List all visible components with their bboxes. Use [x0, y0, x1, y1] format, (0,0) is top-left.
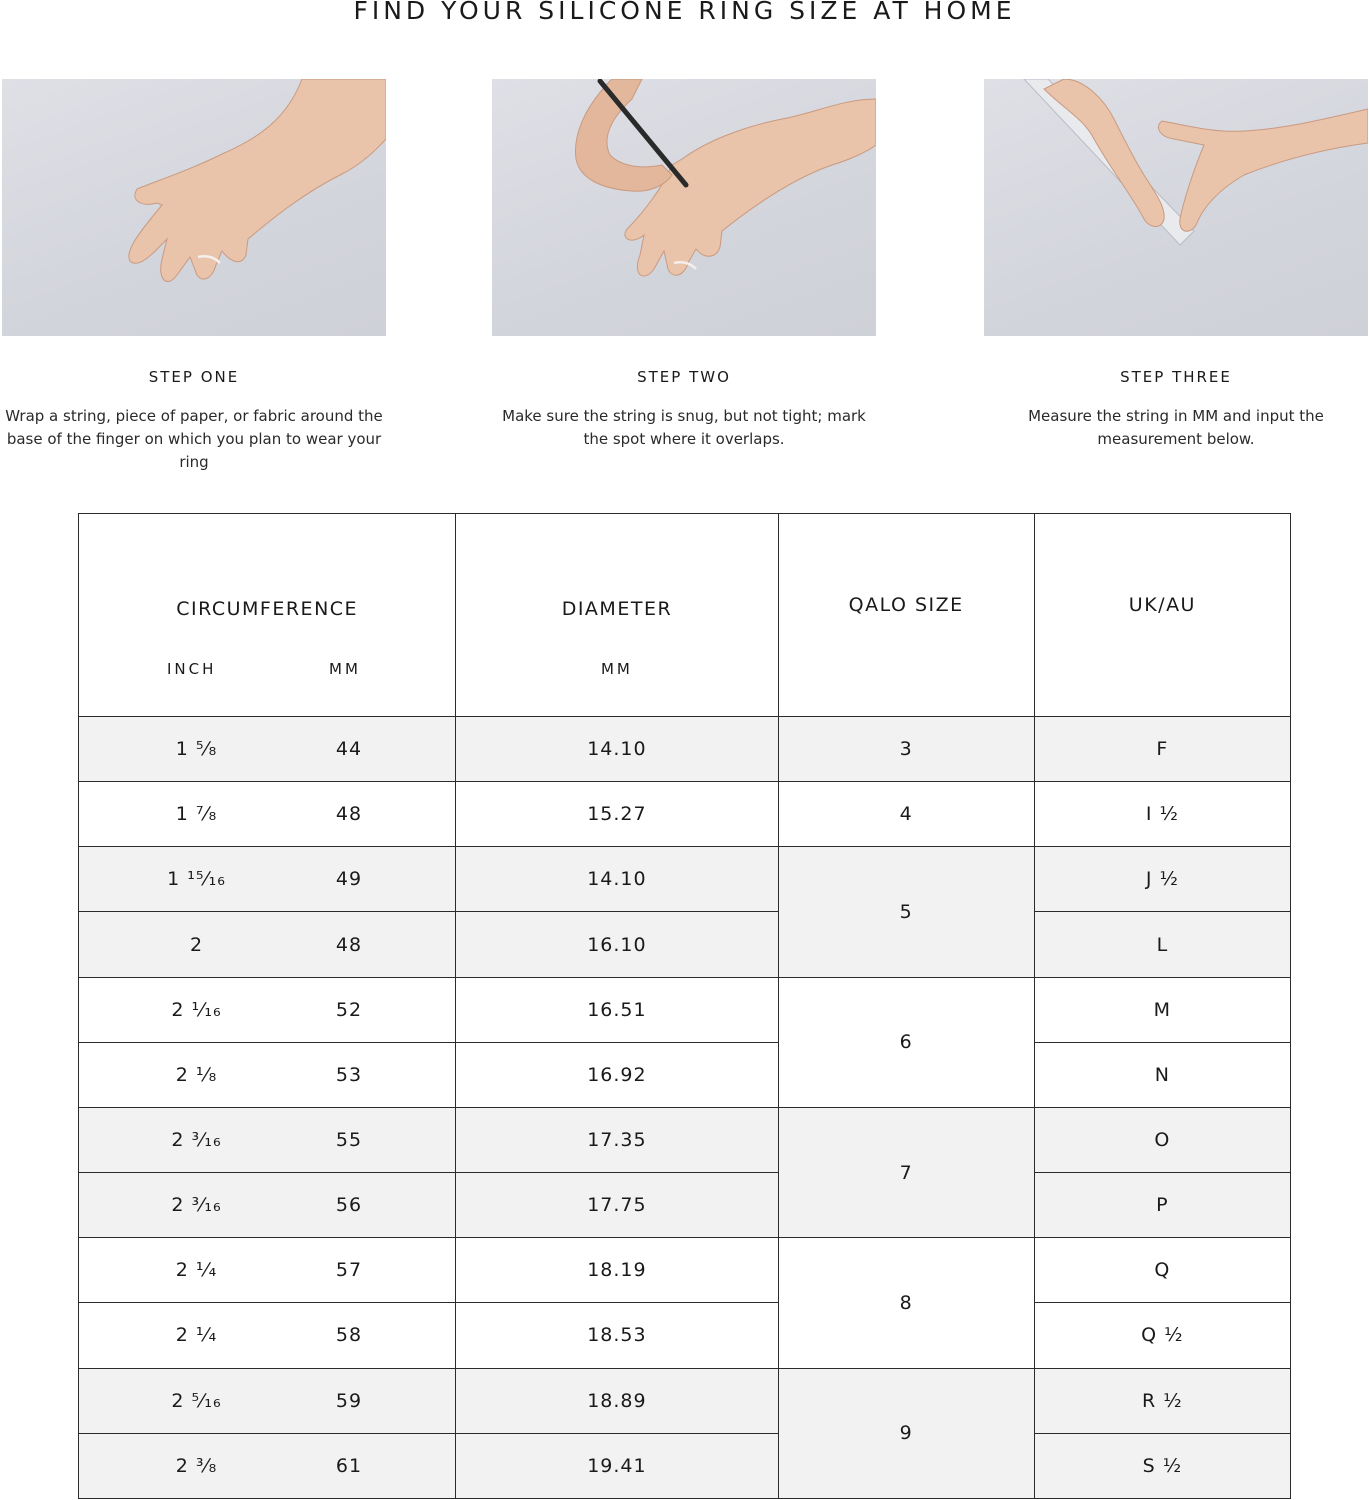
table-row — [79, 912, 1291, 977]
table-row — [79, 1368, 1291, 1433]
mm-value: 44 — [335, 738, 363, 761]
qalo-size-cell: 7 — [778, 1107, 1034, 1237]
circumference-cell — [79, 1238, 456, 1303]
uk-au-cell: O — [1034, 1107, 1290, 1172]
qalo-size-cell: 8 — [778, 1238, 1034, 1368]
mm-value: 59 — [335, 1389, 363, 1412]
uk-au-cell: F — [1034, 717, 1290, 782]
circumference-cell — [79, 1173, 456, 1238]
ring-size-table — [78, 513, 1291, 1499]
uk-au-cell: I ½ — [1034, 782, 1290, 847]
uk-au-cell: Q ½ — [1034, 1303, 1290, 1368]
step-three-title: STEP THREE — [1120, 368, 1232, 386]
uk-au-cell: L — [1034, 912, 1290, 977]
circumference-cell — [79, 782, 456, 847]
inch-value: 2 ¹⁄₁₆ — [171, 998, 222, 1021]
circumference-cell — [79, 977, 456, 1042]
mm-value: 48 — [335, 803, 363, 826]
mm-value: 56 — [335, 1194, 363, 1217]
circumference-header — [79, 514, 456, 717]
uk-au-cell: P — [1034, 1173, 1290, 1238]
inch-value: 2 ³⁄₁₆ — [171, 1129, 222, 1152]
table-row — [79, 717, 1291, 782]
circumference-cell — [79, 1107, 456, 1172]
uk-au-cell: Q — [1034, 1238, 1290, 1303]
inch-value: 2 ¹⁄₄ — [175, 1259, 218, 1282]
mm-value: 57 — [335, 1259, 363, 1282]
table-row — [79, 1042, 1291, 1107]
step-one-photo — [2, 79, 386, 336]
diameter-mm-label: MM — [600, 660, 633, 678]
step-one-description: Wrap a string, piece of paper, or fabric around the base of the finger on which you plan to wear your ring — [5, 407, 383, 471]
inch-value: 1 ¹⁵⁄₁₆ — [167, 868, 226, 891]
table-header-row — [79, 514, 1291, 717]
inch-value: 2 ¹⁄₈ — [175, 1063, 218, 1086]
mm-value: 48 — [335, 933, 363, 956]
qalo-size-cell: 4 — [778, 782, 1034, 847]
diameter-header — [456, 514, 778, 717]
mm-value: 58 — [335, 1324, 363, 1347]
mm-value: 49 — [335, 868, 363, 891]
step-three-description: Measure the string in MM and input the measurement below. — [1028, 407, 1324, 448]
inch-value: 2 — [189, 933, 204, 956]
uk-au-cell: M — [1034, 977, 1290, 1042]
table-row — [79, 977, 1291, 1042]
diameter-cell: 15.27 — [456, 782, 778, 847]
circumference-cell — [79, 1433, 456, 1498]
diameter-cell: 18.89 — [456, 1368, 778, 1433]
inch-value: 1 ⁵⁄₈ — [175, 738, 218, 761]
uk-au-cell: N — [1034, 1042, 1290, 1107]
diameter-cell: 16.51 — [456, 977, 778, 1042]
step-two-title: STEP TWO — [637, 368, 731, 386]
mm-value: 52 — [335, 998, 363, 1021]
diameter-cell: 17.75 — [456, 1173, 778, 1238]
inch-value: 2 ¹⁄₄ — [175, 1324, 218, 1347]
circumference-inch-label: INCH — [167, 660, 217, 678]
page-title: FIND YOUR SILICONE RING SIZE AT HOME — [353, 0, 1016, 25]
circumference-cell — [79, 912, 456, 977]
step-two-photo — [492, 79, 876, 336]
qalo-size-cell: 5 — [778, 847, 1034, 977]
qalo-size-header — [778, 514, 1034, 717]
circumference-mm-label: MM — [329, 660, 361, 678]
inch-value: 1 ⁷⁄₈ — [175, 803, 218, 826]
diameter-cell: 16.92 — [456, 1042, 778, 1107]
table-row — [79, 782, 1291, 847]
diameter-cell: 17.35 — [456, 1107, 778, 1172]
uk-au-cell: R ½ — [1034, 1368, 1290, 1433]
uk-au-label: UK/AU — [1128, 594, 1196, 616]
table-row — [79, 1238, 1291, 1303]
inch-value: 2 ³⁄₈ — [175, 1454, 218, 1477]
diameter-label: DIAMETER — [561, 598, 673, 620]
uk-au-cell: S ½ — [1034, 1433, 1290, 1498]
table-row — [79, 847, 1291, 912]
step-one-title: STEP ONE — [148, 368, 240, 386]
diameter-cell: 18.19 — [456, 1238, 778, 1303]
diameter-cell: 14.10 — [456, 717, 778, 782]
diameter-cell: 19.41 — [456, 1433, 778, 1498]
circumference-cell — [79, 1303, 456, 1368]
table-row — [79, 1303, 1291, 1368]
uk-au-header — [1034, 514, 1290, 717]
circumference-label: CIRCUMFERENCE — [176, 598, 359, 620]
inch-value: 2 ³⁄₁₆ — [171, 1194, 222, 1217]
diameter-cell: 16.10 — [456, 912, 778, 977]
uk-au-cell: J ½ — [1034, 847, 1290, 912]
table-row — [79, 1107, 1291, 1172]
circumference-cell — [79, 1042, 456, 1107]
diameter-cell: 18.53 — [456, 1303, 778, 1368]
qalo-size-cell: 9 — [778, 1368, 1034, 1498]
circumference-cell — [79, 847, 456, 912]
circumference-cell — [79, 717, 456, 782]
inch-value: 2 ⁵⁄₁₆ — [171, 1389, 222, 1412]
step-two-description: Make sure the string is snug, but not tight; mark the spot where it overlaps. — [502, 407, 866, 448]
mm-value: 53 — [335, 1063, 363, 1086]
circumference-cell — [79, 1368, 456, 1433]
table-row — [79, 1433, 1291, 1498]
step-three-photo — [984, 79, 1368, 336]
qalo-size-cell: 6 — [778, 977, 1034, 1107]
qalo-size-label: QALO SIZE — [848, 594, 964, 616]
table-row — [79, 1173, 1291, 1238]
mm-value: 61 — [335, 1454, 363, 1477]
diameter-cell: 14.10 — [456, 847, 778, 912]
mm-value: 55 — [335, 1129, 363, 1152]
qalo-size-cell: 3 — [778, 717, 1034, 782]
